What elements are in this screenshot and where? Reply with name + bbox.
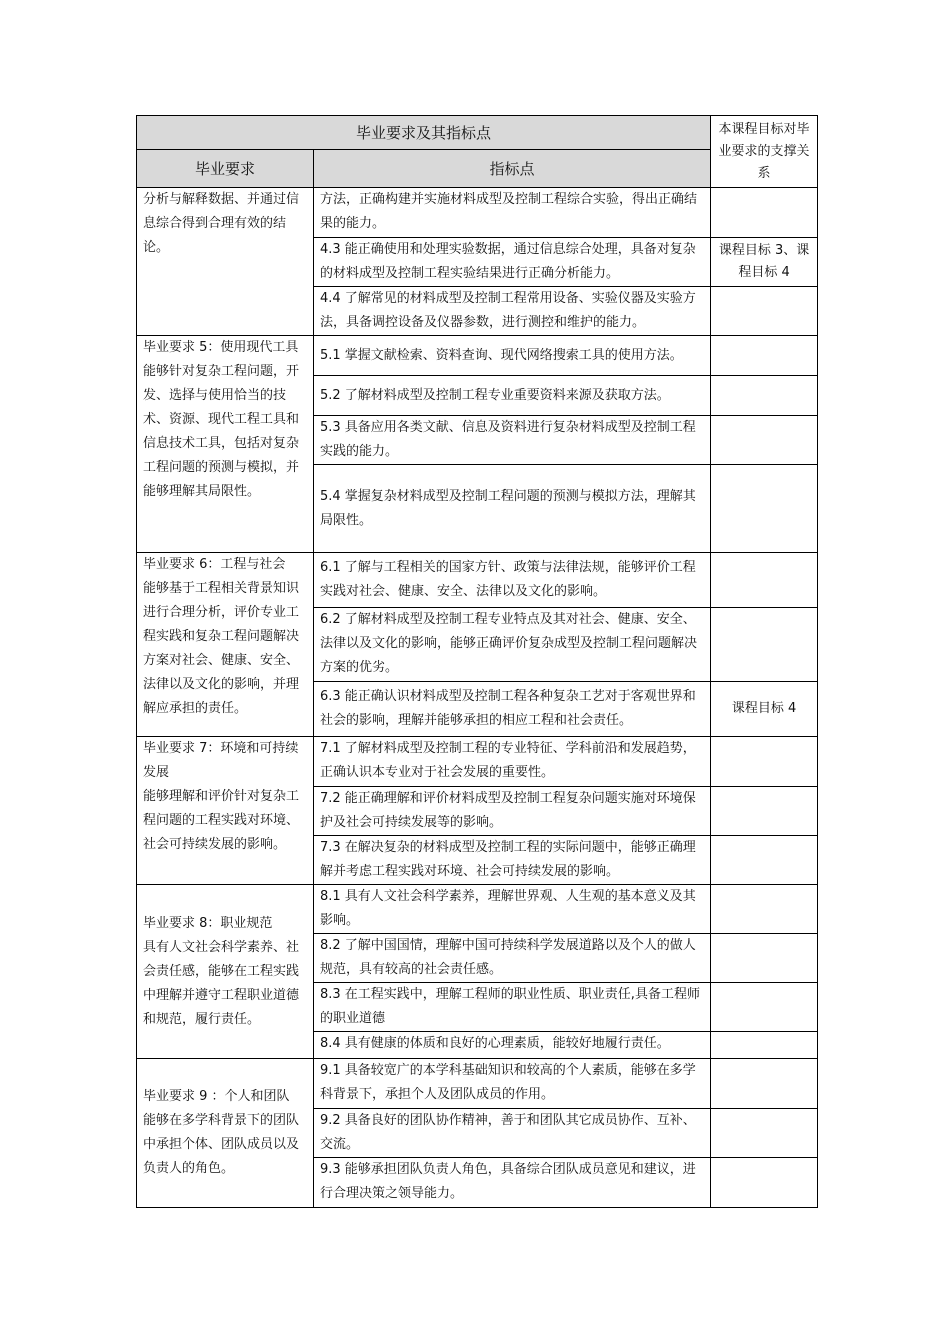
indicator-cell: 9.3 能够承担团队负责人角色，具备综合团队成员意见和建议，进行合理决策之领导能力。 [314,1158,711,1208]
support-cell [711,934,818,983]
indicator-cell: 8.1 具有人文社会科学素养，理解世界观、人生观的基本意义及其影响。 [314,885,711,934]
indicator-cell: 8.4 具有健康的体质和良好的心理素质，能较好地履行责任。 [314,1032,711,1059]
requirement-text: 能够在多学科背景下的团队中承担个体、团队成员以及负责人的角色。 [143,1113,300,1176]
support-cell: 课程目标 4 [711,682,818,737]
indicator-cell: 7.2 能正确理解和评价材料成型及控制工程复杂问题实施对环境保护及社会可持续发展等的影响。 [314,787,711,836]
requirement-title: 毕业要求 5：使用现代工具 [143,340,299,355]
support-cell [711,465,818,553]
requirements-table [136,115,818,1208]
indicator-cell: 7.3 在解决复杂的材料成型及控制工程的实际问题中，能够正确理解并考虑工程实践对环境、社会可持续发展的影响。 [314,836,711,885]
support-cell [711,608,818,682]
indicator-cell: 6.1 了解与工程相关的国家方针、政策与法律法规，能够评价工程实践对社会、健康、安全、法律以及文化的影响。 [314,553,711,608]
support-cell [711,885,818,934]
requirement-text: 能够理解和评价针对复杂工程问题的工程实践对环境、社会可持续发展的影响。 [143,789,300,852]
requirement-title: 毕业要求 8：职业规范 [143,915,273,931]
requirement-title: 毕业要求 9 ：个人和团队 [143,1089,290,1104]
support-cell [711,836,818,885]
group-title: 毕业要求及其指标点 [137,116,711,150]
indicator-cell: 9.2 具备良好的团队协作精神，善于和团队其它成员协作、互补、交流。 [314,1109,711,1158]
requirement-cell [137,553,314,737]
indicator-cell: 8.3 在工程实践中，理解工程师的职业性质、职业责任,具备工程师的职业道德 [314,983,711,1032]
indicator-cell: 5.1 掌握文献检索、资料查询、现代网络搜索工具的使用方法。 [314,336,711,376]
requirement-cell [137,885,314,1059]
requirement-title: 毕业要求 7：环境和可持续发展 [143,741,299,780]
requirement-cell [137,188,314,336]
requirement-text: 具有人文社会科学素养、社会责任感，能够在工程实践中理解并遵守工程职业道德和规范，履行责任。 [143,939,300,1027]
support-cell [711,287,818,336]
indicator-cell: 方法，正确构建并实施材料成型及控制工程综合实验，得出正确结果的能力。 [314,188,711,238]
indicator-column-header: 指标点 [314,150,711,188]
indicator-cell: 5.2 了解材料成型及控制工程专业重要资料来源及获取方法。 [314,376,711,416]
support-cell [711,1109,818,1158]
support-cell [711,1059,818,1109]
requirement-text: 能够基于工程相关背景知识进行合理分析，评价专业工程实践和复杂工程问题解决方案对社会、健康、安全、法律以及文化的影响，并理解应承担的责任。 [143,581,300,716]
indicator-cell: 7.1 了解材料成型及控制工程的专业特征、学科前沿和发展趋势，正确认识本专业对于社会发展的重要性。 [314,737,711,787]
indicator-cell: 5.4 掌握复杂材料成型及控制工程问题的预测与模拟方法，理解其局限性。 [314,465,711,553]
support-cell [711,376,818,416]
support-cell [711,188,818,238]
requirement-cell [137,336,314,553]
support-cell [711,787,818,836]
requirement-column-header: 毕业要求 [137,150,314,188]
indicator-cell: 6.2 了解材料成型及控制工程专业特点及其对社会、健康、安全、法律以及文化的影响，能够正确评价复杂成型及控制工程问题解决方案的优劣。 [314,608,711,682]
support-column-header: 本课程目标对毕业要求的支撑关系 [711,116,818,188]
indicator-cell: 9.1 具备较宽广的本学科基础知识和较高的个人素质，能够在多学科背景下，承担个人及团队成员的作用。 [314,1059,711,1109]
support-cell [711,416,818,465]
requirement-text: 能够针对复杂工程问题，开发、选择与使用恰当的技术、资源、现代工程工具和信息技术工具，包括对复杂工程问题的预测与模拟，并能够理解其局限性。 [143,364,300,499]
support-cell [711,553,818,608]
support-cell [711,1032,818,1059]
requirement-cell [137,1059,314,1208]
requirement-text: 分析与解释数据、并通过信息综合得到合理有效的结论。 [143,192,300,255]
requirement-title: 毕业要求 6：工程与社会 [143,557,286,572]
indicator-cell: 6.3 能正确认识材料成型及控制工程各种复杂工艺对于客观世界和社会的影响，理解并能够承担的相应工程和社会责任。 [314,682,711,737]
indicator-cell: 5.3 具备应用各类文献、信息及资料进行复杂材料成型及控制工程实践的能力。 [314,416,711,465]
indicator-cell: 8.2 了解中国国情，理解中国可持续科学发展道路以及个人的做人规范，具有较高的社会责任感。 [314,934,711,983]
support-cell: 课程目标 3、课程目标 4 [711,238,818,287]
indicator-cell: 4.4 了解常见的材料成型及控制工程常用设备、实验仪器及实验方法，具备调控设备及仪器参数，进行测控和维护的能力。 [314,287,711,336]
support-cell [711,737,818,787]
indicator-cell: 4.3 能正确使用和处理实验数据，通过信息综合处理，具备对复杂的材料成型及控制工程实验结果进行正确分析能力。 [314,238,711,287]
support-cell [711,336,818,376]
support-cell [711,1158,818,1208]
support-cell [711,983,818,1032]
requirement-cell [137,737,314,885]
